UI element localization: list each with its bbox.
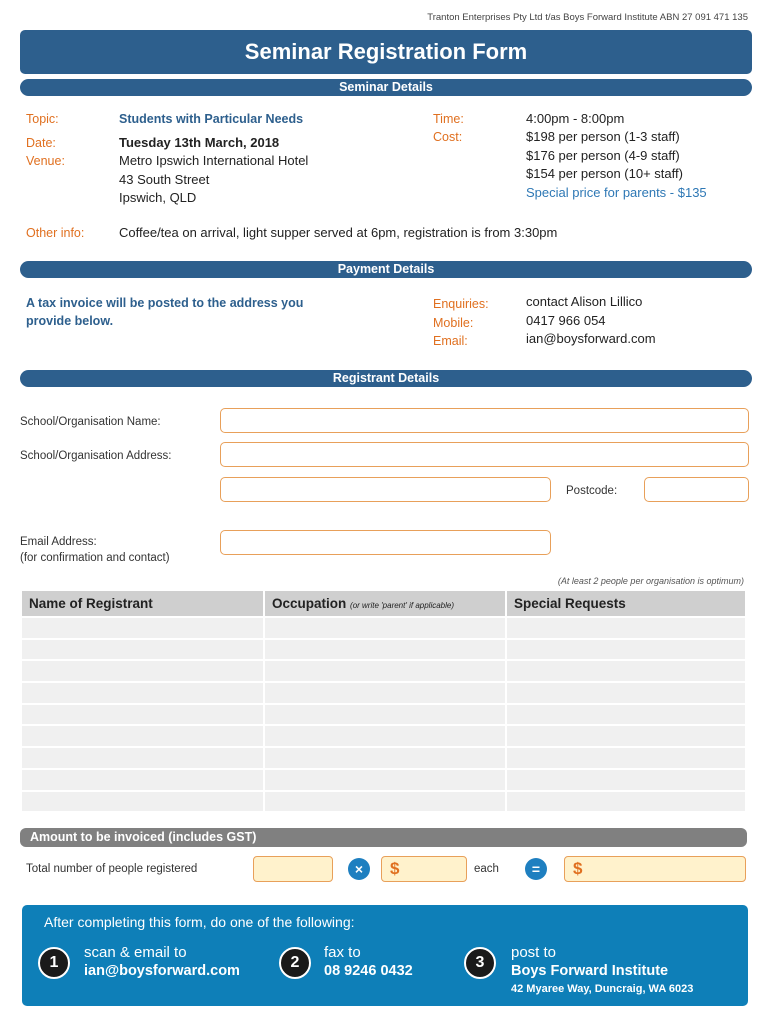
seminar-details-heading: Seminar Details: [20, 79, 752, 96]
venue-label: Venue:: [26, 154, 65, 168]
option-3-number: 3: [464, 947, 496, 979]
option-email-line: scan & email to: [84, 944, 187, 961]
email-address-label-text: Email Address:: [20, 536, 97, 548]
times-icon: ×: [348, 858, 370, 880]
email-label: Email:: [433, 334, 468, 348]
email-address-input[interactable]: [220, 530, 551, 555]
invoice-note-line: A tax invoice will be posted to the address you: [26, 296, 304, 310]
email-address-label: [20, 534, 170, 566]
invoice-note: [26, 294, 303, 330]
cost-value: [526, 128, 707, 202]
enquiries-label: Enquiries:: [433, 297, 489, 311]
school-name-input[interactable]: [220, 408, 749, 433]
name-cell[interactable]: [21, 704, 264, 726]
registrant-details-heading: Registrant Details: [20, 370, 752, 387]
name-cell[interactable]: [21, 725, 264, 747]
option-fax: [324, 943, 413, 981]
price-each-input[interactable]: [381, 856, 467, 882]
venue-value: [119, 152, 308, 208]
name-cell[interactable]: [21, 769, 264, 791]
col-requests-header: Special Requests: [506, 590, 746, 617]
submission-panel: [22, 905, 748, 1006]
name-cell[interactable]: [21, 617, 264, 639]
form-title: Seminar Registration Form: [20, 30, 752, 74]
table-row: [21, 704, 746, 726]
other-info-value: Coffee/tea on arrival, light supper served at 6pm, registration is from 3:30pm: [119, 225, 558, 240]
school-name-label: School/Organisation Name:: [20, 416, 161, 428]
col-occupation-note: (or write 'parent' if applicable): [350, 601, 455, 610]
occupation-cell[interactable]: [264, 725, 506, 747]
name-cell[interactable]: [21, 660, 264, 682]
occupation-cell[interactable]: [264, 791, 506, 813]
requests-cell[interactable]: [506, 617, 746, 639]
postcode-label: Postcode:: [566, 485, 618, 497]
equals-icon: =: [525, 858, 547, 880]
cost-line: $198 per person (1-3 staff): [526, 129, 680, 144]
time-value: 4:00pm - 8:00pm: [526, 111, 625, 126]
col-name-header: Name of Registrant: [21, 590, 264, 617]
requests-cell[interactable]: [506, 747, 746, 769]
venue-line: Ipswich, QLD: [119, 190, 197, 205]
option-fax-line: fax to: [324, 944, 361, 961]
requests-cell[interactable]: [506, 769, 746, 791]
requests-cell[interactable]: [506, 639, 746, 661]
requests-cell[interactable]: [506, 791, 746, 813]
table-row: [21, 747, 746, 769]
table-row: [21, 769, 746, 791]
option-email-address[interactable]: ian@boysforward.com: [84, 963, 240, 979]
option-2-number: 2: [279, 947, 311, 979]
occupation-cell[interactable]: [264, 769, 506, 791]
requests-cell[interactable]: [506, 704, 746, 726]
occupation-cell[interactable]: [264, 747, 506, 769]
table-row: [21, 725, 746, 747]
each-label: each: [474, 863, 499, 875]
postcode-input[interactable]: [644, 477, 749, 502]
option-post-name: Boys Forward Institute: [511, 963, 669, 979]
requests-cell[interactable]: [506, 725, 746, 747]
registrants-table: [20, 589, 747, 813]
dollar-sign: $: [390, 859, 400, 878]
name-cell[interactable]: [21, 639, 264, 661]
school-address-input[interactable]: [220, 442, 749, 467]
enquiries-value: contact Alison Lillico: [526, 294, 643, 309]
date-label: Date:: [26, 136, 56, 150]
occupation-cell[interactable]: [264, 639, 506, 661]
col-occupation-title: Occupation: [272, 596, 347, 611]
contact-values: [526, 293, 656, 349]
contact-labels: [433, 295, 489, 351]
option-email: [84, 943, 240, 981]
other-info-label: Other info:: [26, 226, 85, 240]
name-cell[interactable]: [21, 747, 264, 769]
email-address-sub: (for confirmation and contact): [20, 552, 170, 564]
occupation-cell[interactable]: [264, 682, 506, 704]
table-row: [21, 682, 746, 704]
option-fax-number: 08 9246 0432: [324, 963, 413, 979]
total-people-input[interactable]: [253, 856, 333, 882]
requests-cell[interactable]: [506, 660, 746, 682]
time-label: Time:: [433, 112, 464, 126]
name-cell[interactable]: [21, 682, 264, 704]
table-header-row: [21, 590, 746, 617]
date-value: Tuesday 13th March, 2018: [119, 135, 280, 150]
cost-special: Special price for parents - $135: [526, 184, 707, 200]
venue-line: 43 South Street: [119, 171, 210, 187]
dollar-sign: $: [573, 859, 583, 878]
submission-intro: After completing this form, do one of the following:: [44, 914, 355, 930]
school-address-line2-input[interactable]: [220, 477, 551, 502]
option-post-line: post to: [511, 944, 557, 961]
option-1-number: 1: [38, 947, 70, 979]
mobile-value: 0417 966 054: [526, 312, 606, 328]
option-post-address: 42 Myaree Way, Duncraig, WA 6023: [511, 983, 694, 995]
cost-label: Cost:: [433, 130, 463, 144]
topic-label: Topic:: [26, 112, 59, 126]
col-occupation-header: [264, 590, 506, 617]
table-row: [21, 617, 746, 639]
occupation-cell[interactable]: [264, 617, 506, 639]
mobile-label: Mobile:: [433, 315, 474, 330]
venue-line: Metro Ipswich International Hotel: [119, 153, 309, 168]
payment-details-heading: Payment Details: [20, 261, 752, 278]
table-row: [21, 791, 746, 813]
total-amount-input[interactable]: [564, 856, 746, 882]
table-row: [21, 639, 746, 661]
topic-value: Students with Particular Needs: [119, 112, 304, 126]
table-row: [21, 660, 746, 682]
cost-line: $154 per person (10+ staff): [526, 166, 683, 181]
option-post: [511, 943, 693, 997]
occupation-cell[interactable]: [264, 660, 506, 682]
school-address-label: School/Organisation Address:: [20, 450, 172, 462]
amount-heading: Amount to be invoiced (includes GST): [20, 828, 747, 847]
cost-line: $176 per person (4-9 staff): [526, 147, 680, 163]
name-cell[interactable]: [21, 791, 264, 813]
requests-cell[interactable]: [506, 682, 746, 704]
company-line: Tranton Enterprises Pty Ltd t/as Boys Forward Institute ABN 27 091 471 135: [427, 12, 748, 23]
invoice-note-line: provide below.: [26, 314, 114, 328]
total-people-label: Total number of people registered: [26, 863, 198, 875]
email-value[interactable]: ian@boysforward.com: [526, 331, 656, 346]
table-note: (At least 2 people per organisation is optimum): [557, 576, 744, 586]
occupation-cell[interactable]: [264, 704, 506, 726]
